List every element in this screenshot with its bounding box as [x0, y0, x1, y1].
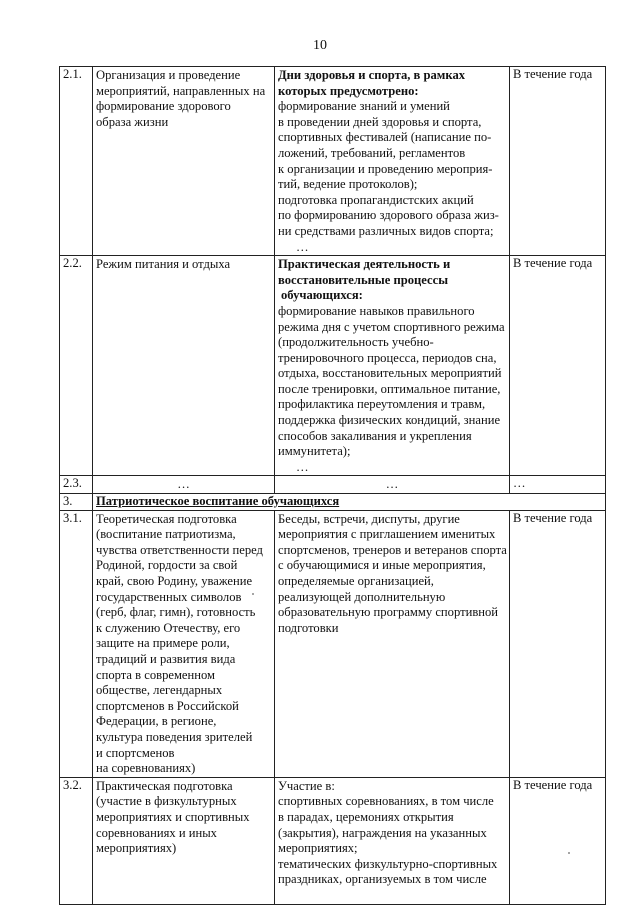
activity-title-cell — [93, 256, 275, 476]
title-line: Теоретическая подготовка — [96, 511, 237, 526]
title-line: (участие в физкультурных — [96, 794, 237, 809]
content-heading-line: Дни здоровья и спорта, в рамках — [278, 68, 466, 82]
row-number: 2.3. — [63, 476, 82, 491]
title-line: традиций и развития вида — [96, 651, 236, 666]
content-line: формирование навыков правильного — [278, 303, 475, 318]
term-cell — [510, 67, 606, 256]
row-number-cell — [60, 67, 93, 256]
content-line: Беседы, встречи, диспуты, другие — [278, 511, 460, 526]
content-line: отдыха, восстановительных мероприятий — [278, 366, 502, 381]
activities-table — [59, 66, 606, 905]
title-line: соревнованиях и иных — [96, 825, 217, 840]
scan-speck — [568, 852, 570, 854]
content-line: по формированию здорового образа жиз- — [278, 208, 499, 223]
content-heading-line: которых предусмотрено: — [278, 83, 419, 98]
content-heading-line: восстановительные процессы — [278, 272, 449, 287]
term-text: В течение года — [513, 777, 593, 792]
table-row — [60, 777, 606, 904]
content-line: тий, ведение протоколов); — [278, 177, 418, 192]
content-line: профилактика переутомления и травм, — [278, 397, 486, 412]
title-line: мероприятий, направленных на — [96, 83, 266, 98]
row-number: 3.2. — [63, 777, 82, 792]
section-title: Патриотическое воспитание обучающихся — [96, 494, 340, 509]
term-cell — [510, 777, 606, 904]
title-line: мероприятиях) — [96, 841, 177, 856]
title-line: (герб, флаг, гимн), готовность — [96, 605, 256, 620]
row-number-cell — [60, 256, 93, 476]
content-line: мероприятиях; — [278, 841, 358, 856]
content-line: тренировочного процесса, периодов сна, — [278, 350, 497, 365]
title-line: защите на примере роли, — [96, 636, 230, 651]
activity-title-cell — [93, 476, 275, 494]
row-number-cell — [60, 510, 93, 777]
content-line: определяемые организацией, — [278, 574, 434, 588]
term-cell — [510, 476, 606, 494]
title-line: спортсменов в Российской — [96, 698, 239, 713]
content-heading-line: обучающихся: — [281, 288, 363, 303]
content-line: праздниках, организуемых в том числе — [278, 872, 487, 887]
content-line: образовательную программу спортивной — [278, 605, 499, 620]
term-text: В течение года — [513, 67, 593, 81]
title-line: (воспитание патриотизма, — [96, 527, 236, 542]
row-number-cell — [60, 476, 93, 494]
activity-content-cell — [275, 510, 510, 777]
title-line: обществе, легендарных — [96, 683, 223, 698]
page-number: 10 — [313, 38, 327, 53]
title-line: и спортсменов — [96, 745, 175, 760]
content-line: подготовки — [278, 620, 339, 635]
section-title-cell — [93, 494, 606, 511]
content-line: ложений, требований, регламентов — [278, 145, 466, 160]
content-line: … — [296, 239, 309, 254]
content-line: после тренировки, оптимальное питание, — [278, 381, 501, 396]
table-row — [60, 67, 606, 256]
title-line: образа жизни — [96, 114, 169, 129]
title-line: культура поведения зрителей — [96, 729, 253, 744]
title-line: Федерации, в регионе, — [96, 714, 217, 729]
activity-title-cell — [93, 777, 275, 904]
content-line: спортсменов, тренеров и ветеранов спорта — [278, 542, 507, 557]
content-line: реализующей дополнительную — [278, 589, 446, 604]
activity-content-cell — [275, 476, 510, 494]
title-line: чувства ответственности перед — [96, 542, 263, 557]
activity-content-cell — [275, 256, 510, 476]
content-line: (продолжительность учебно- — [278, 335, 434, 350]
activity-title-cell — [93, 510, 275, 777]
content-line: в проведении дней здоровья и спорта, — [278, 114, 482, 129]
activity-content-cell — [275, 67, 510, 256]
title-line: государственных символов — [96, 589, 242, 604]
table-row — [60, 476, 606, 494]
content-line: … — [296, 459, 309, 474]
content-line: Участие в: — [278, 778, 335, 793]
content-line: поддержка физических кондиций, знание — [278, 413, 501, 428]
table-body — [60, 67, 606, 905]
title-line: спорта в современном — [96, 667, 216, 682]
term-text: В течение года — [513, 510, 593, 525]
content-line: к организации и проведению мероприя- — [278, 161, 493, 176]
title-line: к служению Отечеству, его — [96, 620, 241, 635]
term-text: … — [513, 476, 526, 491]
content-line: режима дня с учетом спортивного режима — [278, 319, 505, 334]
content-line: иммунитета); — [278, 444, 351, 459]
term-cell — [510, 510, 606, 777]
term-cell — [510, 256, 606, 476]
content-line: подготовка пропагандистских акций — [278, 192, 474, 207]
title-line: формирование здорового — [96, 99, 231, 114]
title-line: мероприятиях и спортивных — [96, 809, 250, 824]
scan-speck — [252, 593, 254, 595]
content-line: спортивных фестивалей (написание по- — [278, 130, 492, 145]
activity-title-cell — [93, 67, 275, 256]
content-line: (закрытия), награждения на указанных — [278, 825, 487, 840]
row-number: 2.2. — [63, 256, 82, 271]
row-number: 3.1. — [63, 510, 82, 525]
content-line: … — [385, 477, 399, 492]
table-row — [60, 510, 606, 777]
title-line: Практическая подготовка — [96, 778, 233, 793]
title-line: Организация и проведение — [96, 68, 241, 82]
table-row — [60, 494, 606, 511]
content-line: ни средствами различных видов спорта; — [278, 223, 494, 238]
row-number: 3. — [63, 494, 73, 509]
content-line: способов закаливания и укрепления — [278, 428, 472, 443]
content-line: в парадах, церемониях открытия — [278, 809, 454, 824]
content-line: формирование знаний и умений — [278, 99, 450, 114]
content-line: мероприятия с приглашением именитых — [278, 527, 496, 542]
title-line: Родиной, гордости за свой — [96, 558, 238, 573]
activity-content-cell — [275, 777, 510, 904]
content-line: спортивных соревнованиях, в том числе — [278, 794, 494, 809]
title-line: … — [177, 477, 190, 492]
content-line: с обучающимися и иные мероприятия, — [278, 558, 486, 573]
table-row — [60, 256, 606, 476]
title-line: край, свою Родину, уважение — [96, 574, 253, 588]
content-heading-line: Практическая деятельность и — [278, 257, 451, 272]
row-number-cell — [60, 494, 93, 511]
title-line: Режим питания и отдыха — [96, 257, 231, 272]
content-line: тематических физкультурно-спортивных — [278, 856, 498, 871]
row-number-cell — [60, 777, 93, 904]
title-line: на соревнованиях) — [96, 761, 196, 776]
term-text: В течение года — [513, 256, 593, 271]
row-number: 2.1. — [63, 67, 82, 81]
